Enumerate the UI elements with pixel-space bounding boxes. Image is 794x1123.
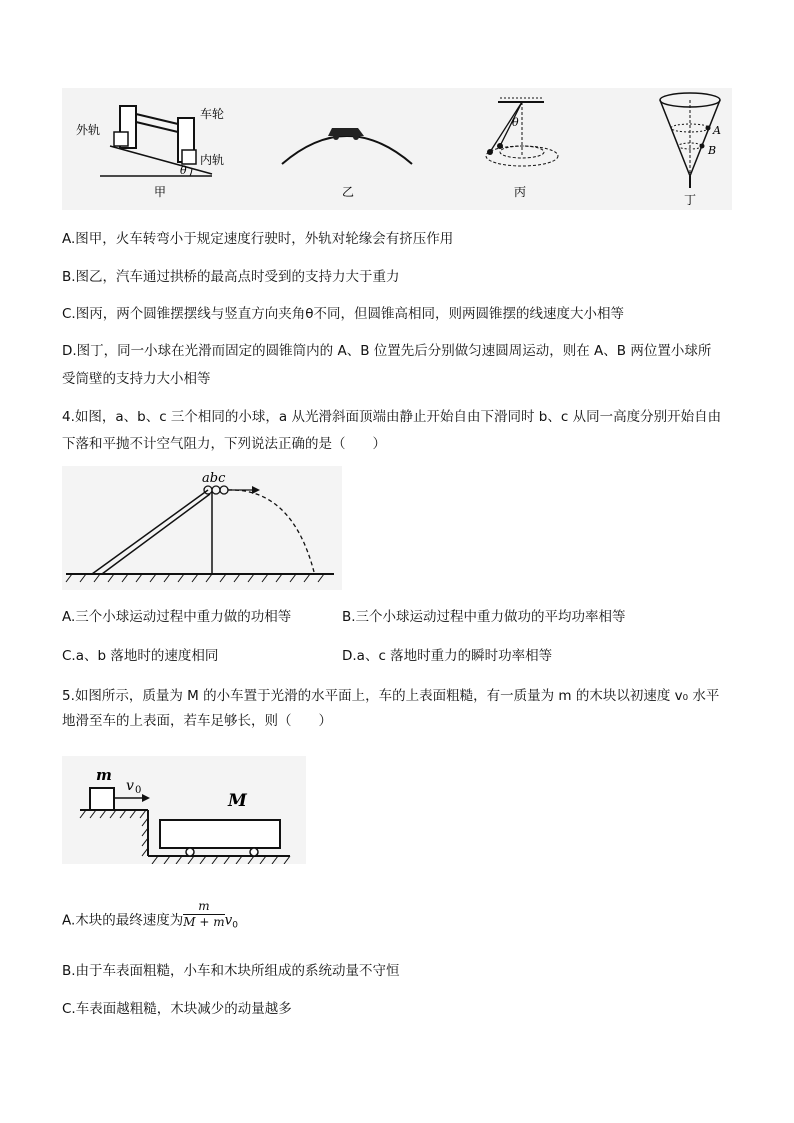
label-theta-jia: θ: [180, 164, 187, 177]
label-bing: 丙: [514, 185, 527, 199]
q3-option-d-line1: D.图丁，同一小球在光滑而固定的圆锥筒内的 A、B 位置先后分别做匀速圆周运动，则在 A、B 两位置小球所: [62, 343, 712, 359]
q3-option-a: A.图甲，火车转弯小于规定速度行驶时，外轨对轮缘会有挤压作用: [62, 231, 454, 247]
figure-incline-three-balls: [62, 466, 342, 590]
q5-option-a-prefix: A.木块的最终速度为: [62, 912, 184, 929]
figure-circular-motion: [62, 88, 732, 210]
q5-option-a-fraction: [183, 899, 224, 930]
fraction-denominator: M + m: [183, 915, 225, 929]
q3-option-c: C.图丙，两个圆锥摆摆线与竖直方向夹角θ不同，但圆锥高相同，则两圆锥摆的线速度大小相等: [62, 306, 624, 322]
label-outer-rail: 外轨: [76, 123, 101, 137]
q3-option-d-line2: 受筒壁的支持力大小相等: [62, 371, 211, 387]
q5-option-a-v: v: [224, 912, 233, 929]
q5-option-a: [62, 899, 239, 935]
q5-option-c: C.车表面越粗糙，木块减少的动量越多: [62, 1001, 292, 1017]
q4-option-c: C.a、b 落地时的速度相同: [62, 648, 219, 664]
label-theta-bing: θ: [512, 116, 519, 129]
q5-stem-line2: 地滑至车的上表面，若车足够长，则（ ）: [62, 713, 332, 729]
label-v0-v: v: [126, 778, 134, 794]
q4-stem-line2: 下落和平抛不计空气阻力，下列说法正确的是（ ）: [62, 436, 386, 452]
q5-option-a-v-sub: 0: [232, 920, 239, 931]
q3-option-b: B.图乙，汽车通过拱桥的最高点时受到的支持力大于重力: [62, 269, 400, 285]
label-abc: abc: [202, 471, 226, 486]
q5-option-b: B.由于车表面粗糙，小车和木块所组成的系统动量不守恒: [62, 963, 400, 979]
q4-option-d: D.a、c 落地时重力的瞬时功率相等: [342, 648, 553, 664]
q4-option-a: A.三个小球运动过程中重力做的功相等: [62, 609, 292, 625]
fraction-numerator: m: [183, 899, 224, 915]
label-m: m: [96, 766, 112, 784]
label-jia: 甲: [154, 185, 167, 199]
label-yi: 乙: [342, 185, 355, 199]
q4-option-b: B.三个小球运动过程中重力做功的平均功率相等: [342, 609, 626, 625]
q4-stem-line1: 4.如图，a、b、c 三个相同的小球，a 从光滑斜面顶端由静止开始自由下滑同时 b、c 从同一高度分别开始自由: [62, 409, 722, 425]
figure-block-on-cart: [62, 756, 306, 864]
label-v0-sub: 0: [135, 785, 142, 796]
label-inner-rail: 内轨: [200, 153, 225, 167]
label-point-b: B: [708, 144, 717, 157]
label-point-a: A: [713, 124, 721, 137]
q5-stem-line1: 5.如图所示，质量为 M 的小车置于光滑的水平面上，车的上表面粗糙，有一质量为 m 的木块以初速度 v₀ 水平: [62, 688, 720, 704]
label-ding: 丁: [684, 193, 697, 207]
label-M: M: [228, 791, 247, 811]
label-wheel: 车轮: [200, 107, 225, 121]
